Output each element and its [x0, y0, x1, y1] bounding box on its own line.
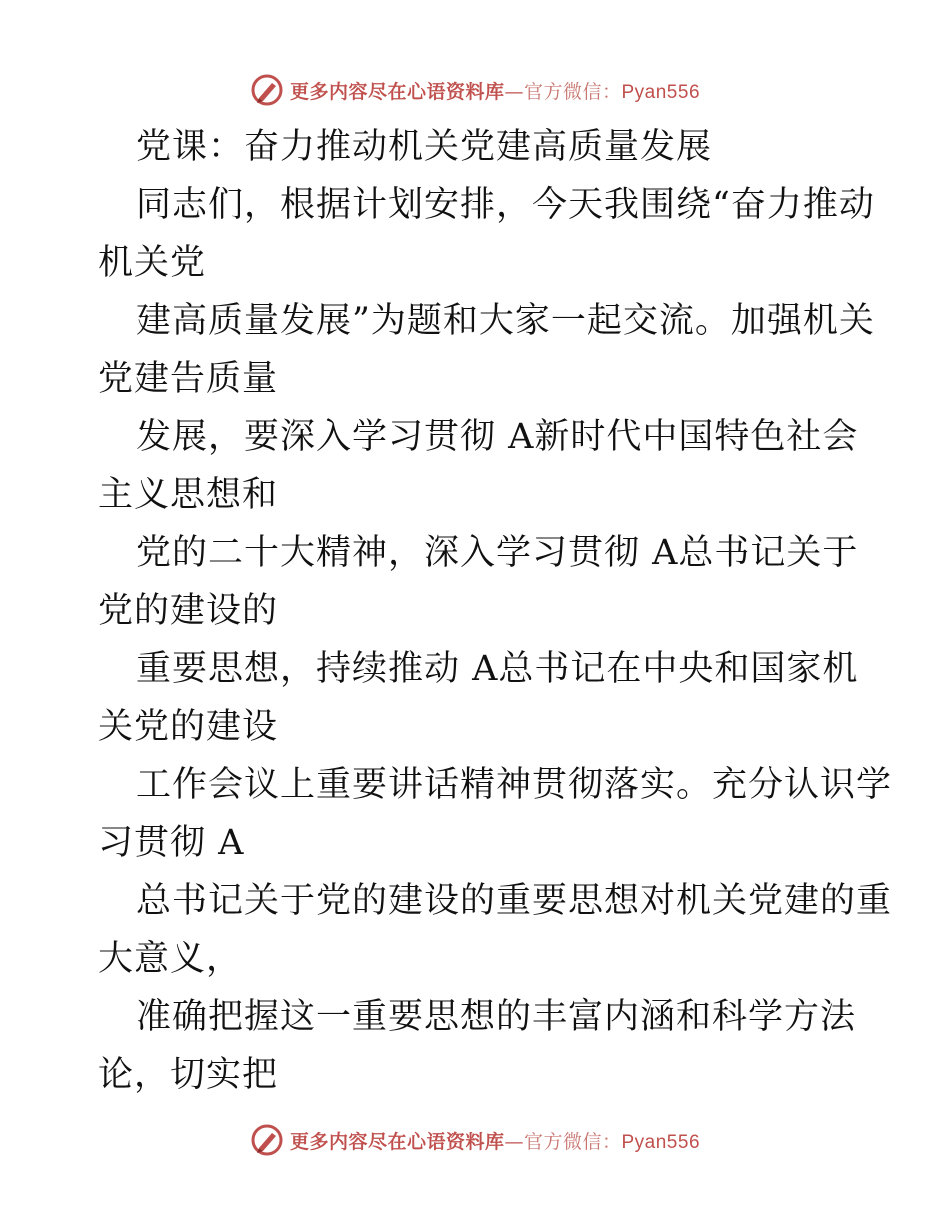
watermark-group — [250, 73, 700, 107]
watermark-sub: 官方微信： — [523, 1130, 622, 1153]
document-body — [98, 118, 893, 1104]
watermark-main: 更多内容尽在心语资料库 — [289, 80, 505, 103]
text-line: 关党的建设 — [98, 707, 279, 747]
text-line: 重要思想，持续推动 A总书记在中央和国家机 — [136, 649, 859, 689]
pen-logo-icon — [250, 73, 284, 107]
watermark-dash: — — [504, 80, 524, 103]
text-line: 同志们，根据计划安排，今天我围绕“奋力推动 — [136, 185, 875, 225]
text-line: 党课：奋力推动机关党建高质量发展 — [136, 127, 713, 167]
watermark-main: 更多内容尽在心语资料库 — [289, 1130, 505, 1153]
watermark-dash: — — [504, 1130, 524, 1153]
watermark-text — [290, 77, 700, 104]
text-line: 党建告质量 — [98, 359, 279, 399]
text-line: 机关党 — [98, 243, 207, 283]
watermark-group — [250, 1123, 700, 1157]
text-line: 发展，要深入学习贯彻 A新时代中国特色社会 — [136, 417, 859, 457]
watermark-id: Pyan556 — [621, 1131, 701, 1153]
watermark-text — [290, 1127, 700, 1154]
header-watermark — [0, 70, 950, 110]
watermark-id: Pyan556 — [621, 81, 701, 103]
text-line: 工作会议上重要讲话精神贯彻落实。充分认识学 — [136, 765, 893, 805]
text-line: 论，切实把 — [98, 1055, 279, 1095]
text-line: 准确把握这一重要思想的丰富内涵和科学方法 — [136, 997, 857, 1037]
text-line: 主义思想和 — [98, 475, 279, 515]
text-line: 大意义， — [98, 939, 243, 979]
text-line: 习贯彻 A — [98, 823, 245, 863]
text-line: 党的建设的 — [98, 591, 279, 631]
footer-watermark — [0, 1120, 950, 1160]
text-line: 党的二十大精神，深入学习贯彻 A总书记关于 — [136, 533, 859, 573]
text-line: 建高质量发展”为题和大家一起交流。加强机关 — [136, 301, 875, 341]
text-line: 总书记关于党的建设的重要思想对机关党建的重 — [136, 881, 893, 921]
pen-logo-icon — [250, 1123, 284, 1157]
watermark-sub: 官方微信： — [523, 80, 622, 103]
